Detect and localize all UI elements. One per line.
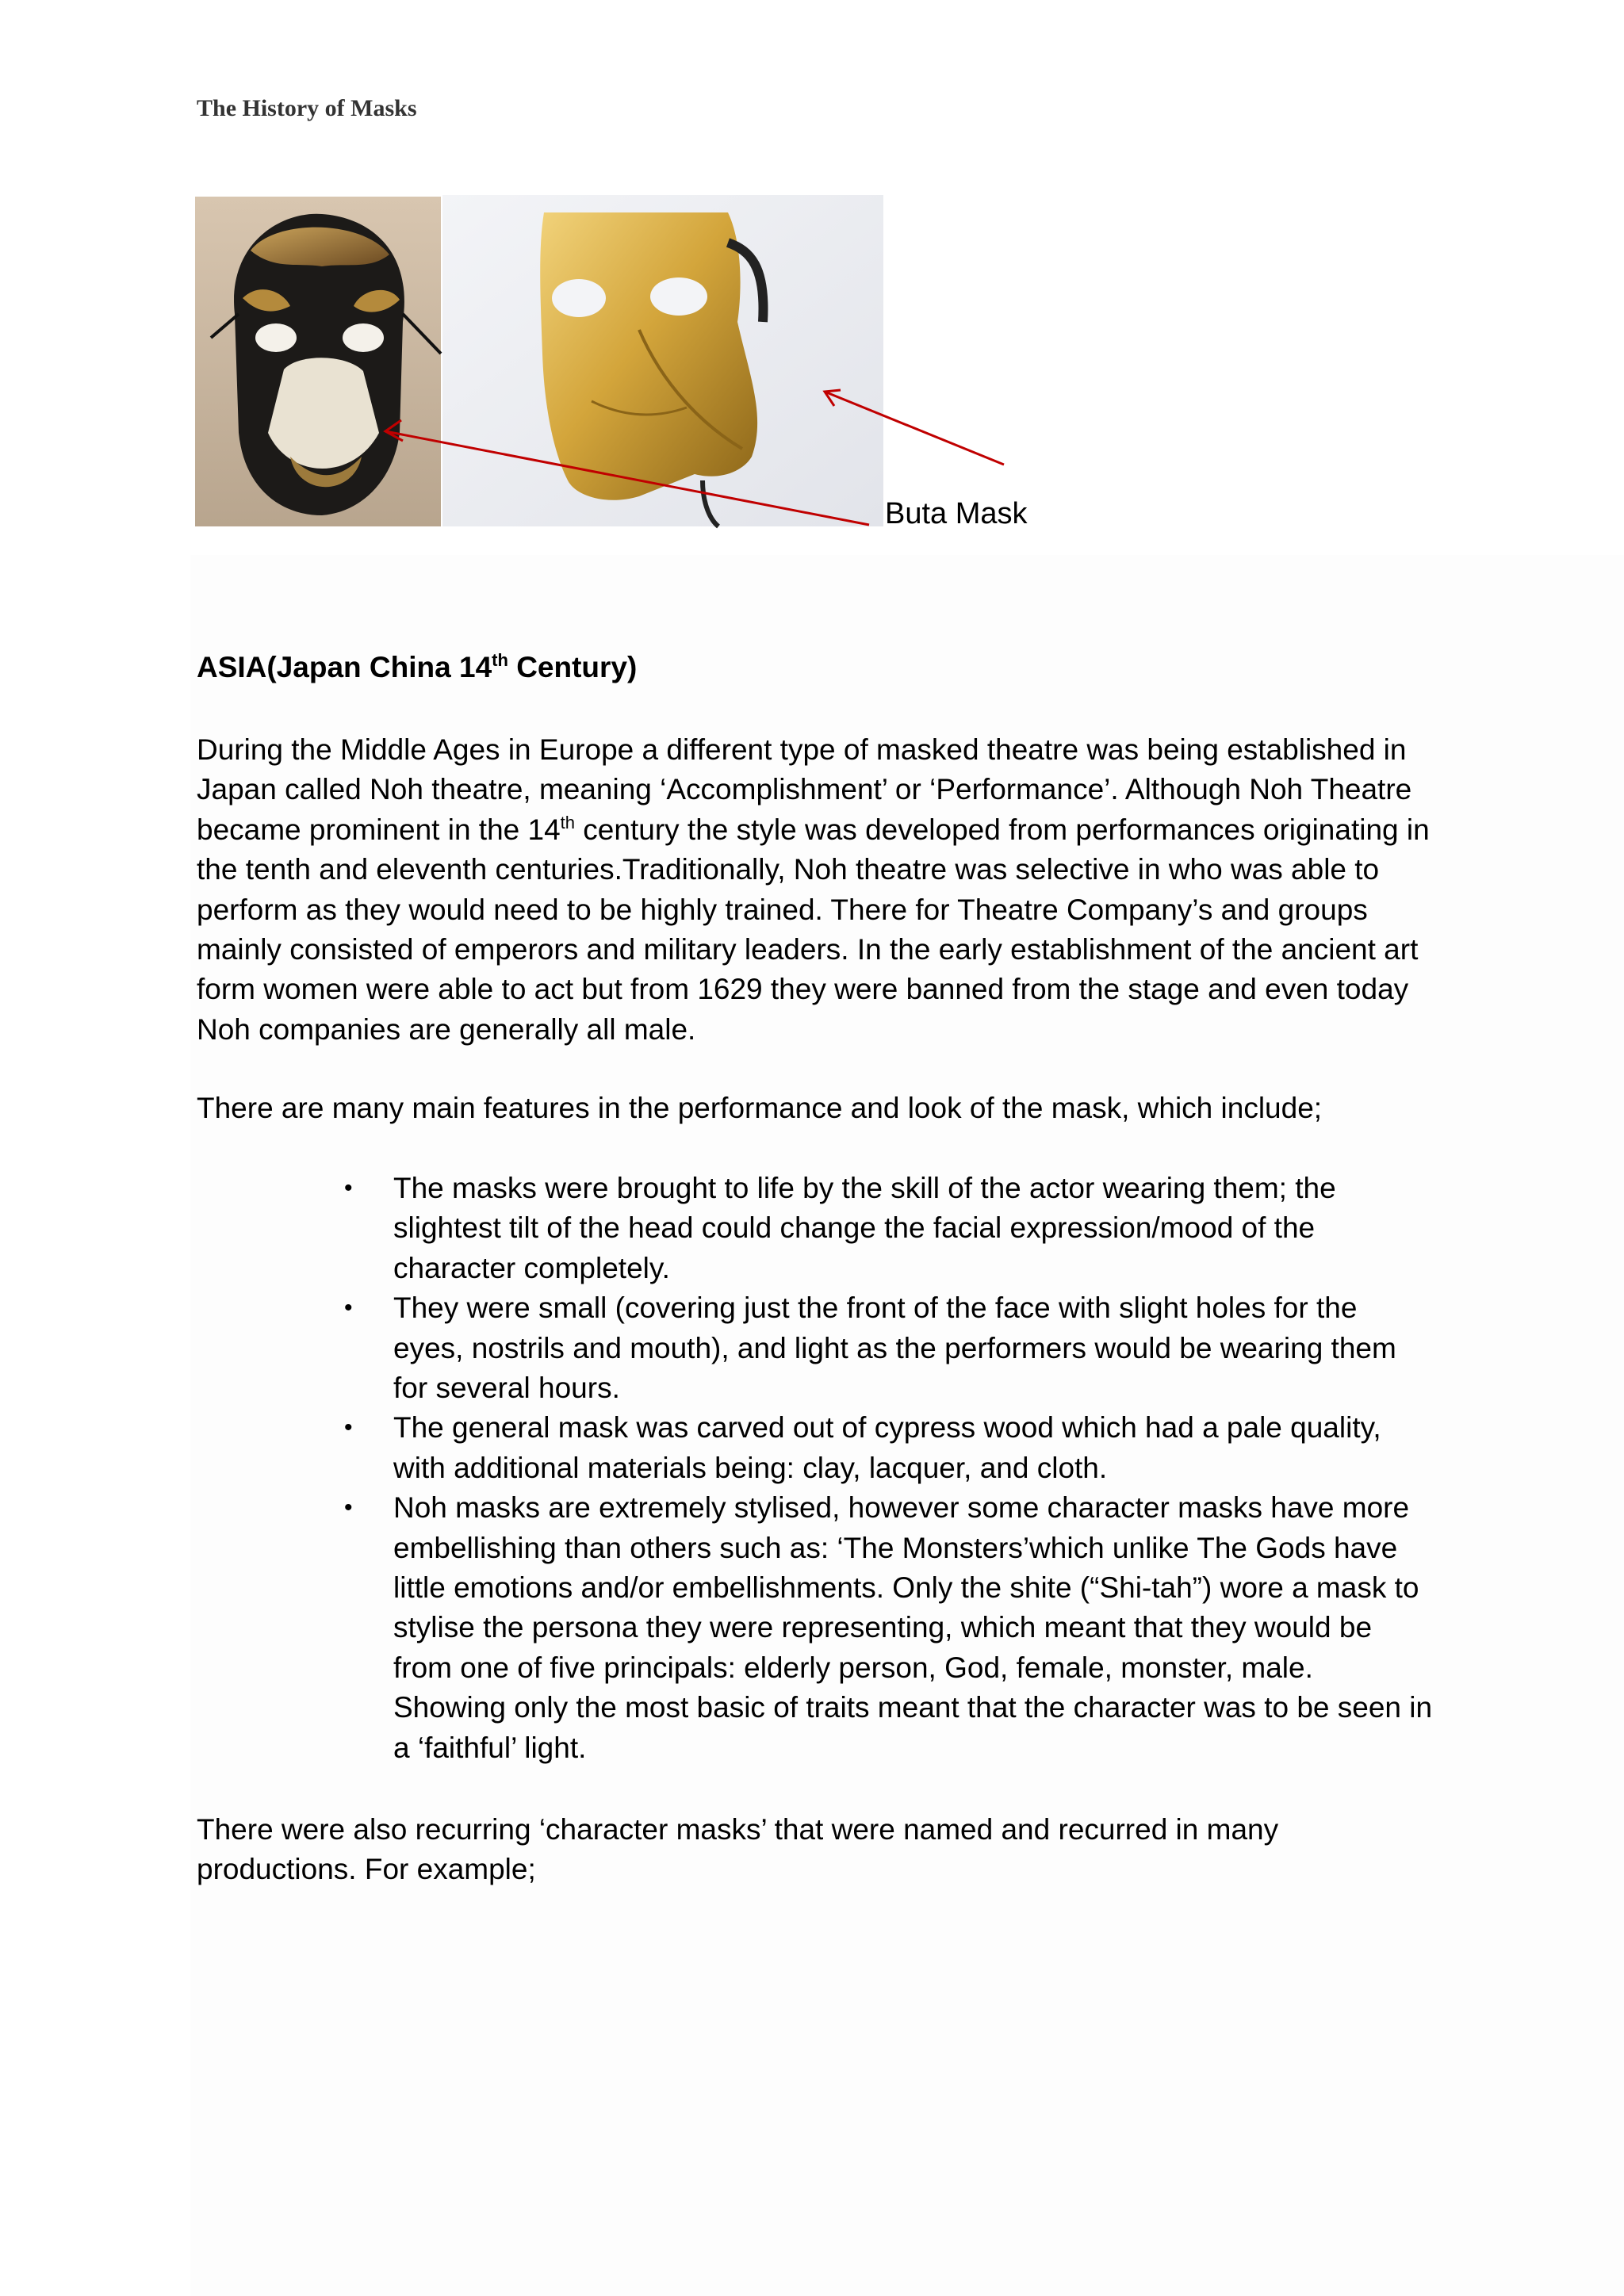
list-item: • Noh masks are extremely stylised, however some character masks have more embellishing than others such as: ‘The Monsters’which unlike The Gods have little emotions and/or embellishments. Only the shite (“Shi-tah”) wore a mask to stylise the persona they were representing, which meant that they would be from one of five principals: elderly person, God, female, monster, male. Showing only the most basic of traits meant that the character was to be seen in a ‘faithful’ light. (197, 1488, 1434, 1768)
running-header: The History of Masks (197, 95, 417, 121)
bullet-icon: • (344, 1414, 353, 1441)
bullet-icon: • (344, 1175, 353, 1201)
paragraph-noh-history: During the Middle Ages in Europe a different type of masked theatre was being established in Japan called Noh theatre, meaning ‘Accomplishment’ or ‘Performance’. Although Noh Theatre became prominent in the 14th century the style was developed from performances originating in the tenth and eleventh centuries.Traditionally, Noh theatre was selective in who was able to perform as they would need to be highly trained. There for Theatre Company’s and groups mainly consisted of emperors and military leaders. In the early establishment of the ancient art form women were able to act but from 1629 they were banned from the stage and even today Noh companies are generally all male. (197, 733, 1430, 1046)
mask-figure (195, 195, 1131, 544)
paragraph-features-intro: There are many main features in the performance and look of the mask, which include; (197, 1092, 1323, 1124)
black-gold-mask-image (195, 197, 441, 526)
list-item: • The general mask was carved out of cypress wood which had a pale quality, with additional materials being: clay, lacquer, and cloth. (197, 1408, 1434, 1488)
section-heading: ASIA(Japan China 14th Century) (197, 650, 638, 683)
gold-bauta-mask-image (442, 195, 883, 526)
feature-list (197, 1169, 1434, 1768)
paragraph-character-masks: There were also recurring ‘character masks’ that were named and recurred in many productions. For example; (197, 1813, 1279, 1886)
bullet-icon: • (344, 1494, 353, 1521)
list-item: • The masks were brought to life by the skill of the actor wearing them; the slightest tilt of the head could change the facial expression/mood of the character completely. (197, 1169, 1434, 1288)
figure-caption: Buta Mask (885, 497, 1028, 530)
list-item: • They were small (covering just the front of the face with slight holes for the eyes, nostrils and mouth), and light as the performers would be wearing them for several hours. (197, 1288, 1434, 1408)
bullet-icon: • (344, 1295, 353, 1322)
